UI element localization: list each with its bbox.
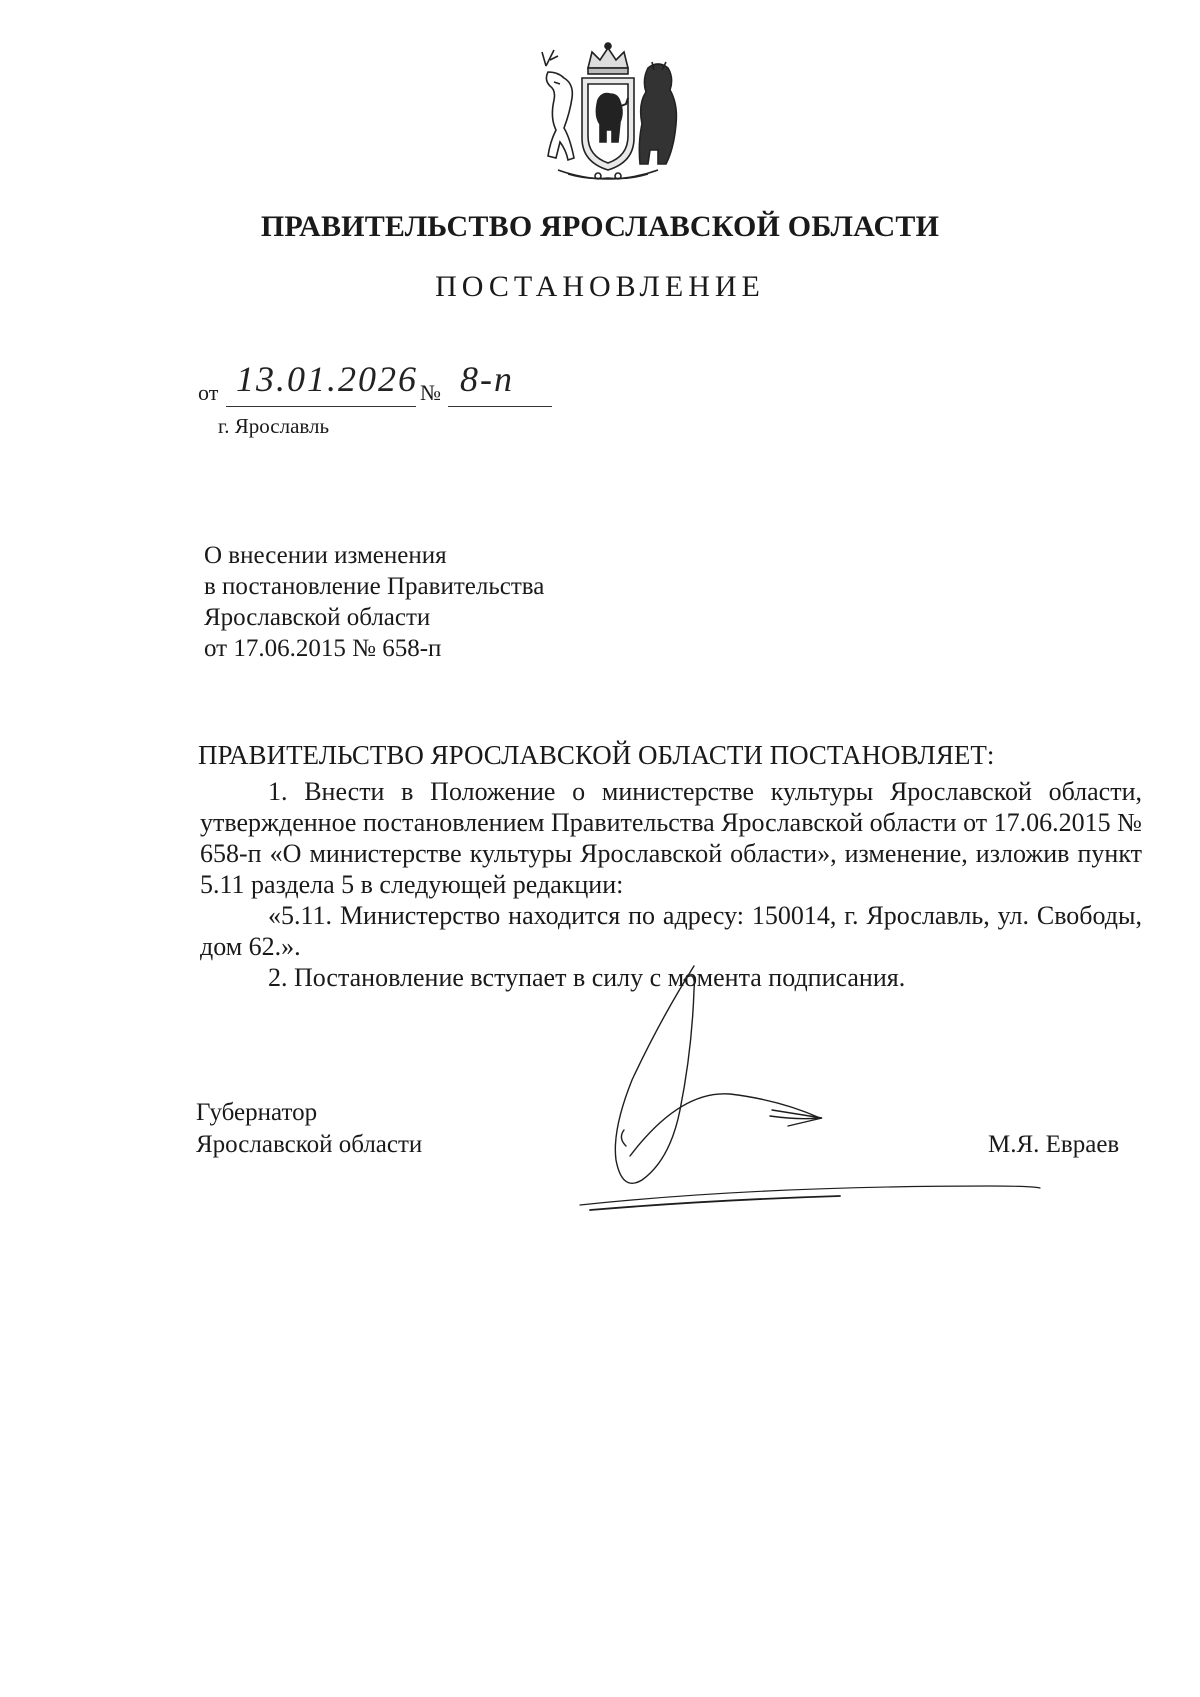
decree-heading: ПРАВИТЕЛЬСТВО ЯРОСЛАВСКОЙ ОБЛАСТИ ПОСТАНОВЛЯЕТ: bbox=[198, 740, 995, 770]
subject-line: от 17.06.2015 № 658-п bbox=[204, 635, 442, 662]
paragraph-1: 1. Внести в Положение о министерстве культуры Ярославской области, утвержденное постановлением Правительства Ярославской области от 17.06.2015 № 658-п «О министерстве культуры Ярославской области», изменение, изложив пункт 5.11 раздела 5 в следующей редакции: bbox=[200, 777, 1142, 899]
date-value: 13.01.2026 bbox=[236, 359, 418, 399]
document-type: ПОСТАНОВЛЕНИЕ bbox=[435, 270, 765, 303]
signer-title bbox=[196, 1097, 422, 1161]
date-label: от bbox=[198, 380, 219, 405]
subject-line: Ярославской области bbox=[204, 604, 431, 631]
paragraph-2: 2. Постановление вступает в силу с момента подписания. bbox=[268, 963, 906, 992]
date-underline bbox=[226, 406, 416, 407]
signer-name: М.Я. Евраев bbox=[988, 1131, 1120, 1158]
subject-line: О внесении изменения bbox=[204, 542, 447, 569]
number-value: 8-п bbox=[460, 359, 514, 399]
paragraph-1-quote: «5.11. Министерство находится по адресу: 150014, г. Ярославль, ул. Свободы, дом 62.». bbox=[200, 901, 1142, 961]
coat-of-arms-icon bbox=[528, 38, 688, 188]
city: г. Ярославль bbox=[218, 414, 330, 438]
handwritten-signature-icon bbox=[560, 960, 1100, 1240]
signer-title-line: Ярославской области bbox=[196, 1131, 423, 1158]
government-name: ПРАВИТЕЛЬСТВО ЯРОСЛАВСКОЙ ОБЛАСТИ bbox=[260, 210, 940, 243]
number-label: № bbox=[420, 380, 441, 405]
number-underline bbox=[448, 406, 552, 407]
signer-title-line: Губернатор bbox=[196, 1099, 318, 1126]
subject-line: в постановление Правительства bbox=[204, 573, 545, 600]
document-subject bbox=[204, 540, 544, 664]
